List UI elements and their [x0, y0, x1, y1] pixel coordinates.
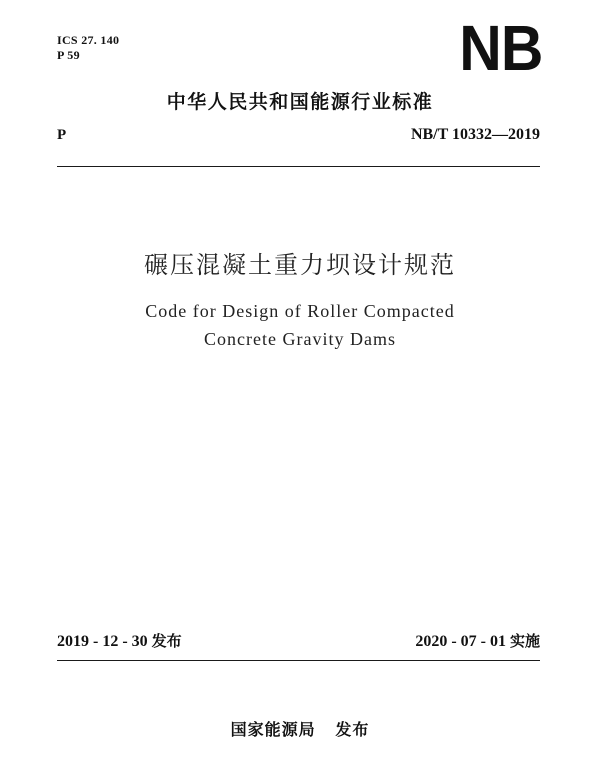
implementation-date: 2020 - 07 - 01: [415, 633, 510, 650]
classification-codes: [57, 33, 119, 63]
document-title-english-line2: Concrete Gravity Dams: [204, 329, 396, 349]
ics-code: ICS 27. 140: [57, 33, 120, 47]
top-divider: [57, 166, 540, 167]
implementation-date-block: [415, 631, 540, 652]
issue-date-block: [57, 631, 182, 652]
document-title-chinese: 碾压混凝土重力坝设计规范: [144, 251, 456, 279]
p-code: P 59: [57, 48, 80, 62]
bottom-divider: [57, 660, 540, 661]
issue-label: 发布: [151, 632, 182, 650]
issuing-authority-title: 中华人民共和国能源行业标准: [166, 91, 434, 113]
nb-logo: NB: [458, 12, 542, 84]
publisher-action: 发布: [335, 720, 370, 739]
implementation-label: 实施: [509, 632, 540, 650]
publisher-line: [0, 719, 600, 741]
document-title-english-line1: Code for Design of Roller Compacted: [145, 301, 455, 321]
category-code: P: [57, 127, 67, 143]
standard-number: NB/T 10332—2019: [410, 126, 540, 143]
issue-date: 2019 - 12 - 30: [57, 633, 152, 650]
publisher-name: 国家能源局: [230, 720, 316, 739]
